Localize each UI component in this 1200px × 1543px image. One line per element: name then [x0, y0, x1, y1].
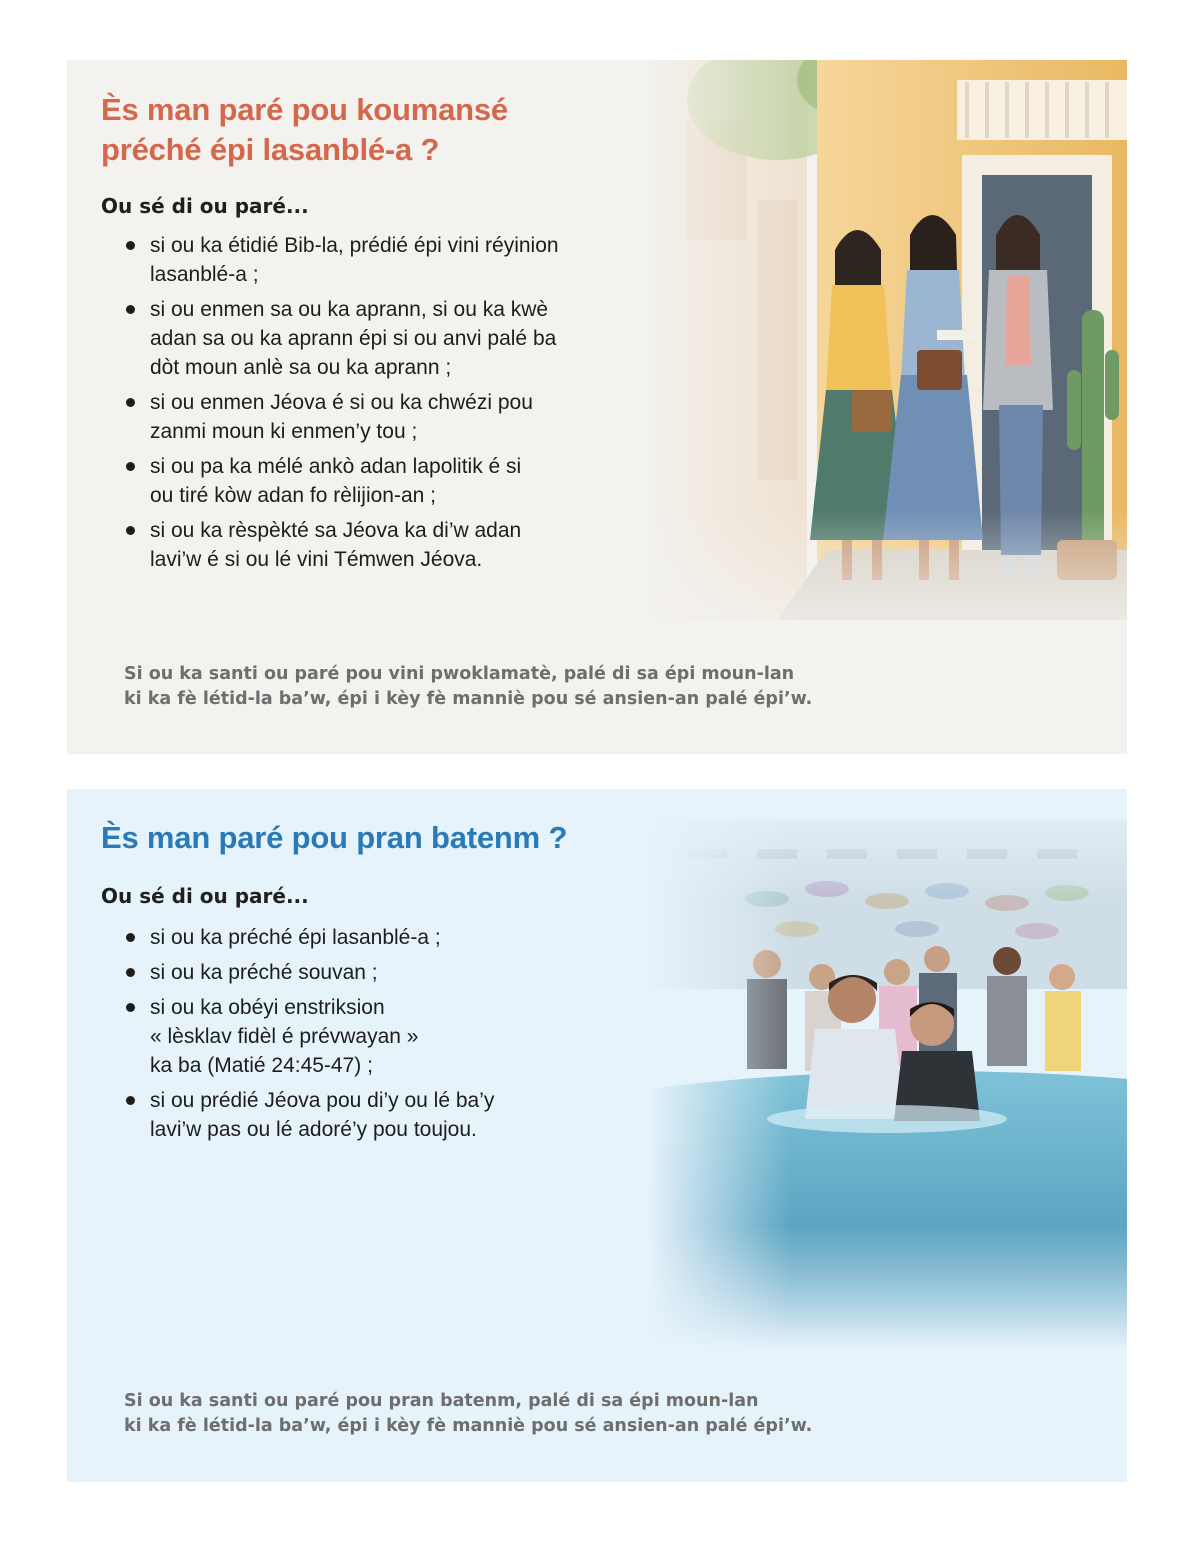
readiness-list [123, 923, 583, 1150]
section-title: Ès man paré pou pran batenm ? [101, 820, 568, 855]
bullet-icon [126, 968, 135, 977]
list-item: si ou ka préché souvan ; [123, 958, 583, 987]
list-item: si ou ka rèspèkté sa Jéova ka di’w adan lavi’w é si ou lé vini Témwen Jéova. [123, 516, 623, 574]
section-note: Si ou ka santi ou paré pou vini pwoklamatè, palé di sa épi moun-lan ki ka fè létid-la ba’w, épi i kèy fè manniè pou sé ansien-an palé épi’w. [124, 664, 813, 709]
baptism-readiness-card [67, 789, 1127, 1482]
section-subheading: Ou sé di ou paré... [101, 884, 309, 908]
bullet-icon [126, 398, 135, 407]
preaching-readiness-card [67, 60, 1127, 754]
three-women-at-doorway-illustration [627, 60, 1127, 660]
section-note: Si ou ka santi ou paré pou pran batenm, palé di sa épi moun-lan ki ka fè létid-la ba’w, épi i kèy fè manniè pou sé ansien-an palé épi’w. [124, 1391, 813, 1436]
list-item: si ou enmen Jéova é si ou ka chwézi pou zanmi moun ki enmen’y tou ; [123, 388, 623, 446]
bullet-icon [126, 933, 135, 942]
baptism-in-pool-illustration [647, 789, 1127, 1349]
bullet-icon [126, 1096, 135, 1105]
readiness-list [123, 231, 623, 580]
bullet-icon [126, 1003, 135, 1012]
list-item: si ou enmen sa ou ka aprann, si ou ka kwè adan sa ou ka aprann épi si ou anvi palé ba dòt moun anlè sa ou ka aprann ; [123, 295, 623, 382]
list-item: si ou ka obéyi enstriksion « lèsklav fidèl é prévwayan » ka ba (Matié 24:45-47) ; [123, 993, 583, 1080]
list-item: si ou ka préché épi lasanblé-a ; [123, 923, 583, 952]
section-subheading: Ou sé di ou paré... [101, 194, 309, 218]
list-item: si ou ka étidié Bib-la, prédié épi vini réyinion lasanblé-a ; [123, 231, 623, 289]
section-title: Ès man paré pou koumansé préché épi lasanblé-a ? [101, 92, 508, 167]
bullet-icon [126, 241, 135, 250]
bullet-icon [126, 462, 135, 471]
list-item: si ou prédié Jéova pou di’y ou lé ba’y lavi’w pas ou lé adoré’y pou toujou. [123, 1086, 583, 1144]
list-item: si ou pa ka mélé ankò adan lapolitik é si ou tiré kòw adan fo rèlijion-an ; [123, 452, 623, 510]
bullet-icon [126, 526, 135, 535]
bullet-icon [126, 305, 135, 314]
